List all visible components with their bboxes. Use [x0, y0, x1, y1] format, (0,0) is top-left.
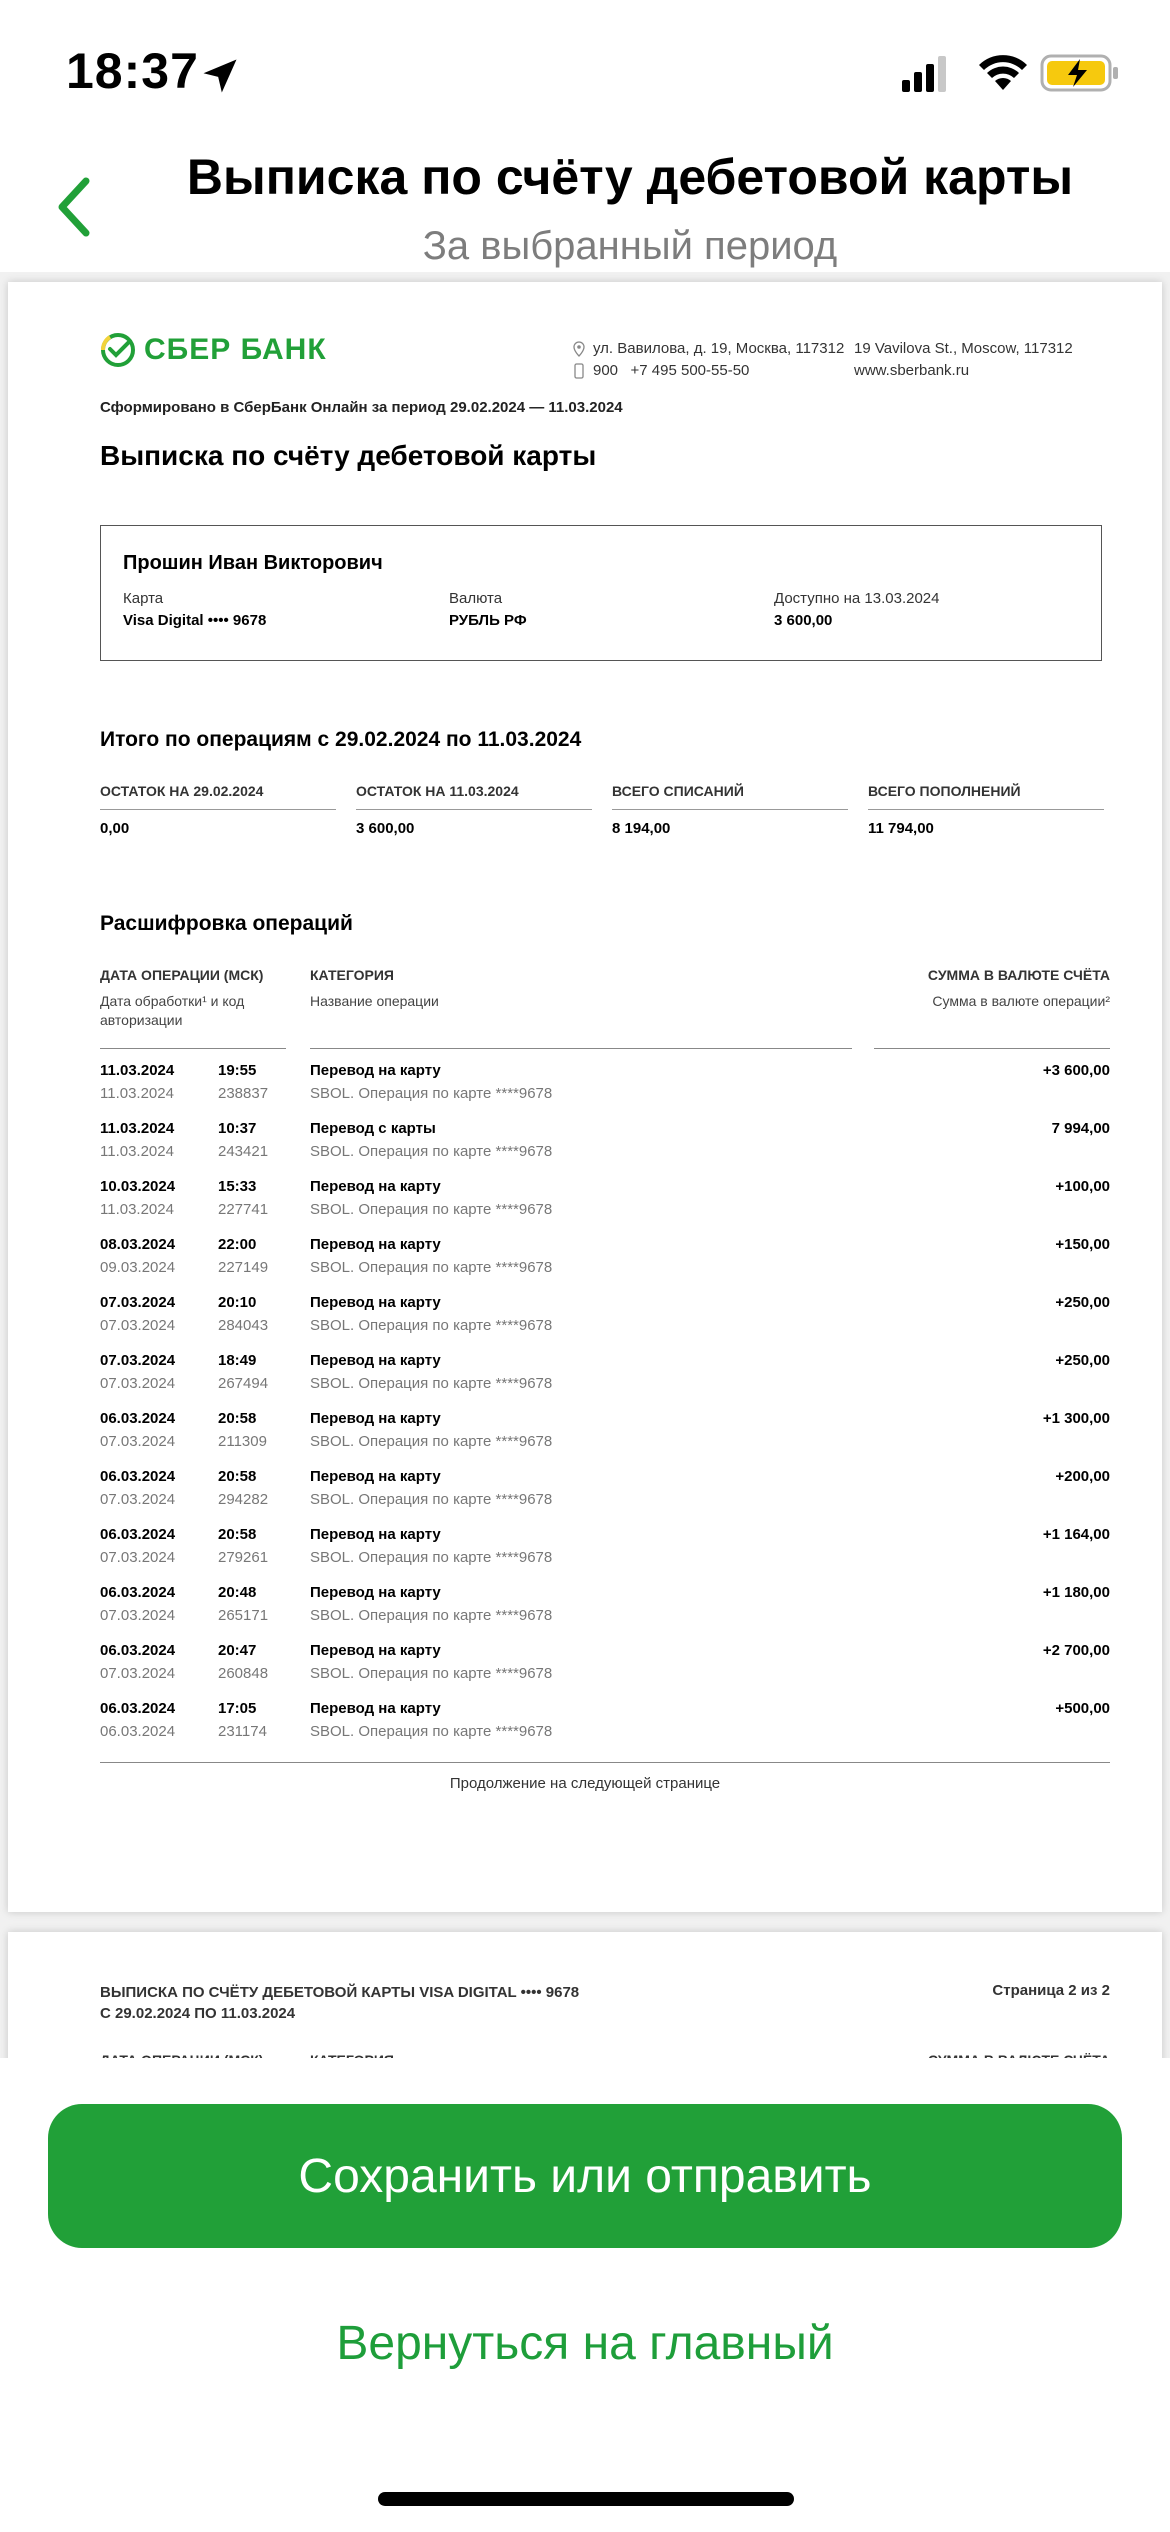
col-amount-header: СУММА В ВАЛЮТЕ СЧЁТА: [927, 967, 1110, 983]
auth-code: 294282: [218, 1491, 269, 1508]
available-value: 3 600,00: [774, 612, 833, 629]
operation-amount: +200,00: [1055, 1468, 1110, 1485]
operation-name: SBOL. Операция по карте ****9678: [310, 1491, 553, 1508]
home-indicator: [378, 2492, 794, 2506]
auth-code: 231174: [218, 1723, 267, 1740]
total-value: 11 794,00: [868, 820, 934, 837]
sber-logo: [100, 332, 327, 368]
bank-contacts-en: [854, 338, 1073, 382]
auth-code: 265171: [218, 1607, 269, 1624]
operation-row: [100, 1468, 1110, 1526]
operation-time: 20:58: [218, 1468, 257, 1485]
cellular-signal-icon: [902, 56, 948, 92]
operation-row: [100, 1526, 1110, 1584]
location-arrow-icon: [198, 54, 242, 98]
col-date-header: ДАТА ОПЕРАЦИИ (МСК): [100, 967, 264, 983]
card-label: Карта: [123, 590, 164, 607]
col-category-subheader: Название операции: [310, 993, 439, 1009]
status-time: 18:37: [66, 43, 199, 99]
operation-name: SBOL. Операция по карте ****9678: [310, 1143, 553, 1160]
operation-time: 22:00: [218, 1236, 257, 1253]
operation-amount: +250,00: [1055, 1352, 1110, 1369]
operation-amount: +500,00: [1055, 1700, 1110, 1717]
operation-time: 20:47: [218, 1642, 257, 1659]
operation-category: Перевод на карту: [310, 1062, 441, 1079]
back-to-home-button[interactable]: Вернуться на главный: [336, 2316, 834, 2370]
operation-category: Перевод на карту: [310, 1642, 441, 1659]
operation-time: 15:33: [218, 1178, 257, 1195]
processing-date: 07.03.2024: [100, 1549, 176, 1566]
operation-row: [100, 1584, 1110, 1642]
operation-category: Перевод на карту: [310, 1584, 441, 1601]
operation-row: [100, 1120, 1110, 1178]
processing-date: 09.03.2024: [100, 1259, 176, 1276]
processing-date: 07.03.2024: [100, 1433, 176, 1450]
processing-date: 11.03.2024: [100, 1143, 174, 1160]
operation-amount: +1 300,00: [1042, 1410, 1110, 1427]
operation-category: Перевод на карту: [310, 1526, 441, 1543]
total-credits: [868, 783, 1104, 837]
operation-name: SBOL. Операция по карте ****9678: [310, 1607, 553, 1624]
operation-row: [100, 1642, 1110, 1700]
operation-name: SBOL. Операция по карте ****9678: [310, 1085, 553, 1102]
operation-name: SBOL. Операция по карте ****9678: [310, 1665, 553, 1682]
operation-category: Перевод на карту: [310, 1700, 441, 1717]
total-label: ОСТАТОК НА 11.03.2024: [356, 783, 519, 799]
total-debits: [612, 783, 848, 837]
operation-row: [100, 1062, 1110, 1120]
holder-name: Прошин Иван Викторович: [123, 552, 383, 574]
battery-charging-icon: [1040, 54, 1120, 92]
operation-time: 20:58: [218, 1526, 257, 1543]
processing-date: 07.03.2024: [100, 1317, 176, 1334]
totals-title: Итого по операциям с 29.02.2024 по 11.03.2024: [100, 728, 582, 751]
auth-code: 243421: [218, 1143, 269, 1160]
operation-date: 06.03.2024: [100, 1410, 176, 1427]
status-bar: [0, 0, 1170, 140]
auth-code: 284043: [218, 1317, 269, 1334]
operation-time: 20:58: [218, 1410, 257, 1427]
auth-code: 260848: [218, 1665, 269, 1682]
phone-icon: [573, 363, 585, 379]
operation-amount: 7 994,00: [1051, 1120, 1110, 1137]
document-title: Выписка по счёту дебетовой карты: [100, 440, 597, 471]
operation-amount: +3 600,00: [1042, 1062, 1110, 1079]
processing-date: 07.03.2024: [100, 1607, 176, 1624]
operation-date: 06.03.2024: [100, 1584, 176, 1601]
operation-amount: +150,00: [1055, 1236, 1110, 1253]
total-closing-balance: [356, 783, 592, 837]
bottom-actions: [0, 2058, 1170, 2532]
page-indicator: Страница 2 из 2: [992, 1982, 1110, 1999]
address-en: 19 Vavilova St., Moscow, 117312: [854, 340, 1073, 357]
operation-category: Перевод с карты: [310, 1120, 436, 1137]
operation-category: Перевод на карту: [310, 1294, 441, 1311]
operation-name: SBOL. Операция по карте ****9678: [310, 1259, 553, 1276]
processing-date: 07.03.2024: [100, 1491, 176, 1508]
bank-contacts-ru: [573, 338, 844, 382]
total-label: ВСЕГО СПИСАНИЙ: [612, 783, 744, 799]
page-title: Выписка по счёту дебетовой карты: [186, 149, 1074, 205]
operation-date: 11.03.2024: [100, 1120, 175, 1137]
col-date-subheader: Дата обработки¹ и код авторизации: [100, 993, 245, 1028]
operation-time: 20:10: [218, 1294, 257, 1311]
operation-row: [100, 1294, 1110, 1352]
operation-name: SBOL. Операция по карте ****9678: [310, 1317, 553, 1334]
operation-category: Перевод на карту: [310, 1178, 441, 1195]
auth-code: 238837: [218, 1085, 269, 1102]
operation-date: 07.03.2024: [100, 1352, 176, 1369]
formed-note: Сформировано в СберБанк Онлайн за период 29.02.2024 — 11.03.2024: [100, 399, 623, 416]
total-value: 0,00: [100, 820, 130, 837]
save-or-send-button[interactable]: Сохранить или отправить: [48, 2104, 1122, 2248]
operation-name: SBOL. Операция по карте ****9678: [310, 1375, 553, 1392]
document-page-1: [8, 282, 1162, 1912]
operation-row: [100, 1410, 1110, 1468]
operation-date: 06.03.2024: [100, 1526, 176, 1543]
total-value: 8 194,00: [612, 820, 671, 837]
logo-text: СБЕР БАНК: [144, 333, 327, 366]
operations-title: Расшифровка операций: [100, 912, 353, 935]
operation-row: [100, 1236, 1110, 1294]
total-label: ОСТАТОК НА 29.02.2024: [100, 783, 264, 799]
operation-amount: +1 180,00: [1042, 1584, 1110, 1601]
operation-category: Перевод на карту: [310, 1468, 441, 1485]
operation-amount: +2 700,00: [1042, 1642, 1110, 1659]
col-category-header: КАТЕГОРИЯ: [310, 967, 394, 983]
operation-date: 06.03.2024: [100, 1700, 176, 1717]
operation-time: 19:55: [218, 1062, 257, 1079]
wifi-icon: [978, 52, 1028, 92]
document-viewer[interactable]: [0, 272, 1170, 2058]
operation-amount: +250,00: [1055, 1294, 1110, 1311]
operation-name: SBOL. Операция по карте ****9678: [310, 1549, 553, 1566]
processing-date: 07.03.2024: [100, 1375, 176, 1392]
operation-date: 08.03.2024: [100, 1236, 176, 1253]
operation-category: Перевод на карту: [310, 1352, 441, 1369]
sber-logo-icon: [100, 332, 136, 368]
available-label: Доступно на 13.03.2024: [774, 590, 940, 607]
total-label: ВСЕГО ПОПОЛНЕНИЙ: [868, 783, 1021, 799]
operation-amount: +1 164,00: [1042, 1526, 1110, 1543]
operation-date: 07.03.2024: [100, 1294, 176, 1311]
operation-category: Перевод на карту: [310, 1410, 441, 1427]
operation-name: SBOL. Операция по карте ****9678: [310, 1433, 553, 1450]
currency-label: Валюта: [449, 590, 503, 607]
map-pin-icon: [573, 341, 585, 357]
operation-time: 18:49: [218, 1352, 257, 1369]
operation-row: [100, 1178, 1110, 1236]
operation-date: 11.03.2024: [100, 1062, 175, 1079]
operation-row: [100, 1700, 1110, 1758]
processing-date: 11.03.2024: [100, 1085, 174, 1102]
auth-code: 227149: [218, 1259, 269, 1276]
operation-name: SBOL. Операция по карте ****9678: [310, 1723, 553, 1740]
auth-code: 279261: [218, 1549, 269, 1566]
currency-value: РУБЛЬ РФ: [449, 612, 527, 629]
operation-date: 06.03.2024: [100, 1642, 176, 1659]
address-ru: ул. Вавилова, д. 19, Москва, 117312: [593, 340, 845, 357]
auth-code: 211309: [218, 1433, 267, 1450]
operation-name: SBOL. Операция по карте ****9678: [310, 1201, 553, 1218]
card-value: Visa Digital •••• 9678: [123, 612, 267, 629]
operation-time: 10:37: [218, 1120, 257, 1137]
continue-note: Продолжение на следующей странице: [449, 1775, 721, 1792]
page-subtitle: За выбранный период: [422, 224, 838, 268]
operation-category: Перевод на карту: [310, 1236, 441, 1253]
page2-header: [100, 1982, 579, 2024]
card-holder-box: [100, 525, 1102, 661]
auth-code: 267494: [218, 1375, 269, 1392]
operation-date: 06.03.2024: [100, 1468, 176, 1485]
total-opening-balance: [100, 783, 336, 837]
operation-time: 17:05: [218, 1700, 257, 1717]
page2-header-line2: С 29.02.2024 ПО 11.03.2024: [100, 2005, 296, 2022]
operation-time: 20:48: [218, 1584, 257, 1601]
page2-header-line1: ВЫПИСКА ПО СЧЁТУ ДЕБЕТОВОЙ КАРТЫ VISA DIGITAL •••• 9678: [100, 1984, 580, 2001]
auth-code: 227741: [218, 1201, 269, 1218]
col-amount-subheader: Сумма в валюте операции²: [932, 993, 1110, 1009]
operation-row: [100, 1352, 1110, 1410]
processing-date: 11.03.2024: [100, 1201, 174, 1218]
total-value: 3 600,00: [356, 820, 415, 837]
processing-date: 07.03.2024: [100, 1665, 176, 1682]
bank-phones: 900 +7 495 500-55-50: [593, 362, 750, 379]
bank-website: www.sberbank.ru: [854, 362, 970, 379]
operation-amount: +100,00: [1055, 1178, 1110, 1195]
operation-date: 10.03.2024: [100, 1178, 176, 1195]
processing-date: 06.03.2024: [100, 1723, 176, 1740]
